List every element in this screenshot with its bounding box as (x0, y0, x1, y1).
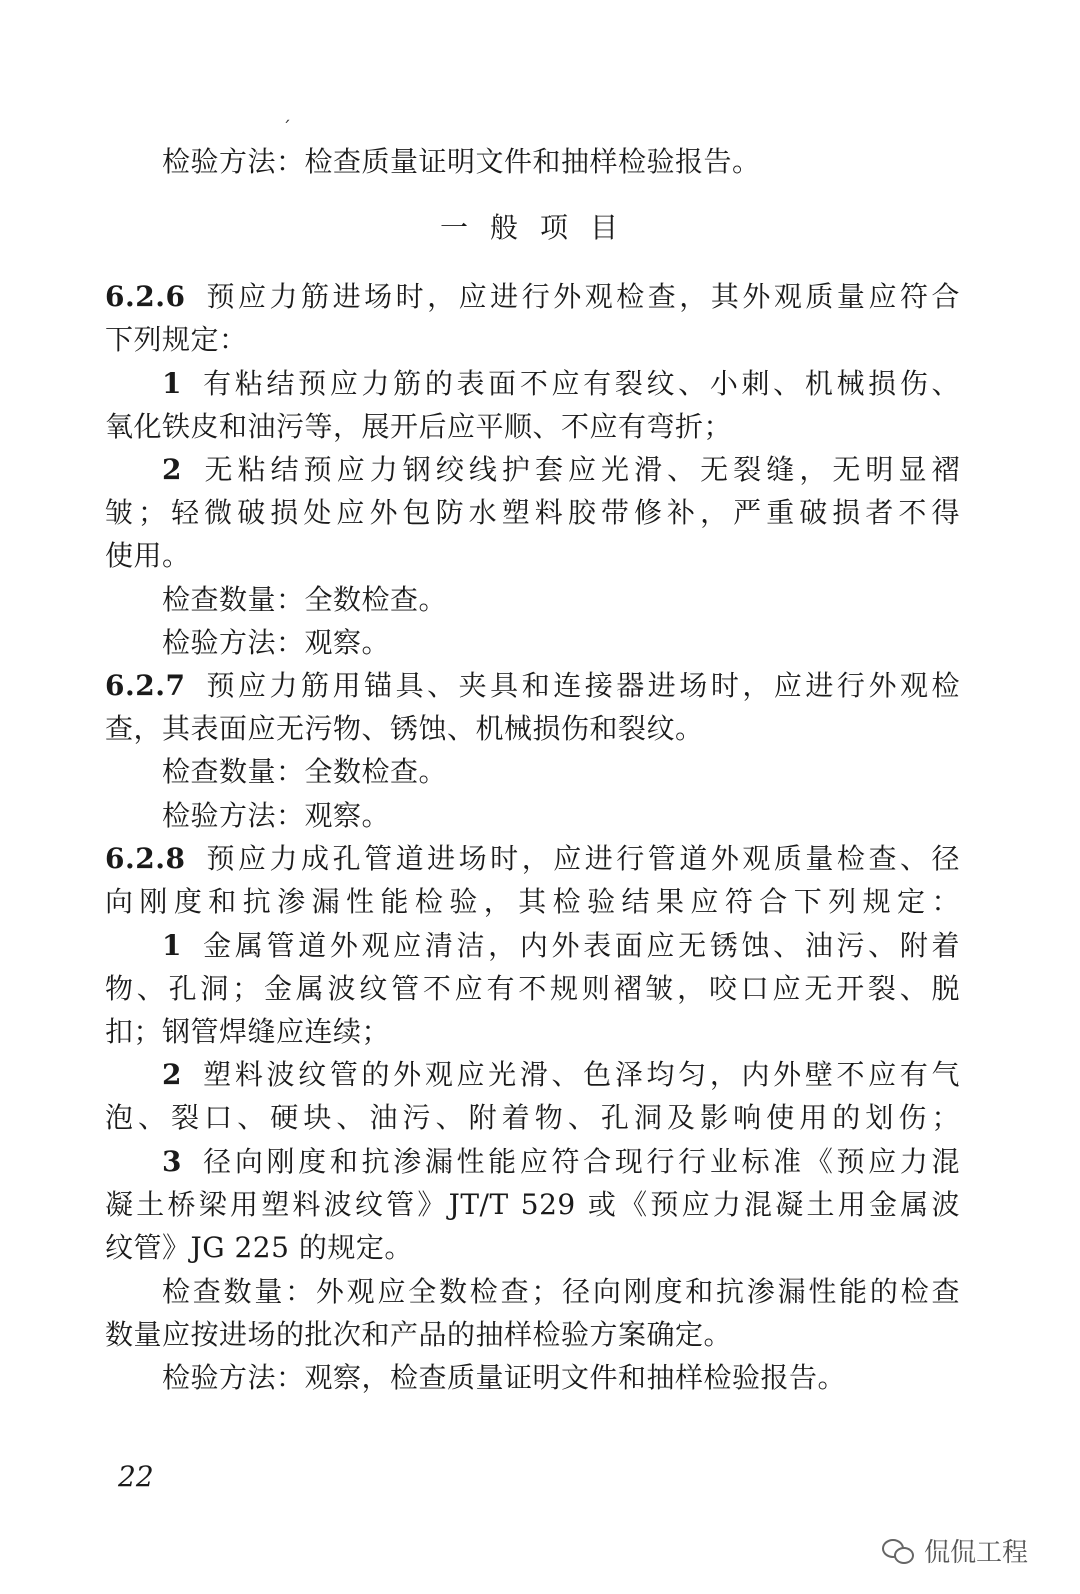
clause-text: 预应力成孔管道进场时，应进行管道外观质量检查、径 (203, 842, 960, 875)
clause-number: 6.2.7 (105, 669, 186, 702)
watermark (882, 1532, 1028, 1569)
check-method-line: 检验方法：观察。 (162, 799, 391, 832)
item-number: 1 (162, 929, 182, 962)
check-method-line: 检验方法：检查质量证明文件和抽样检验报告。 (162, 145, 761, 178)
item-text-line: 使用。 (105, 539, 191, 572)
clause-6-2-6 (105, 279, 960, 315)
item-text: 无粘结预应力钢绞线护套应光滑、无裂缝，无明显褶 (199, 453, 960, 486)
check-method-line: 检验方法：观察，检查质量证明文件和抽样检验报告。 (162, 1361, 847, 1394)
clause-number: 6.2.8 (105, 842, 186, 875)
item-text-line: 泡、裂口、硬块、油污、附着物、孔洞及影响使用的划伤； (105, 1101, 960, 1134)
item-text-line: 凝土桥梁用塑料波纹管》JT/T 529 或《预应力混凝土用金属波 (105, 1188, 960, 1221)
list-item (162, 928, 960, 964)
list-item (162, 366, 960, 402)
item-text-line: 扣；钢管焊缝应连续； (105, 1015, 391, 1048)
check-quantity-line: 检查数量：全数检查。 (162, 583, 448, 616)
item-number: 2 (162, 453, 182, 486)
wechat-icon (882, 1537, 916, 1565)
check-quantity-line: 检查数量：全数检查。 (162, 755, 448, 788)
check-quantity-line: 检查数量：外观应全数检查；径向刚度和抗渗漏性能的检查 (162, 1275, 960, 1308)
clause-6-2-7 (105, 668, 960, 704)
check-quantity-line: 数量应按进场的批次和产品的抽样检验方案确定。 (105, 1318, 733, 1351)
watermark-text: 侃侃工程 (923, 1538, 1028, 1568)
item-text-line: 纹管》JG 225 的规定。 (105, 1231, 413, 1264)
clause-number: 6.2.6 (105, 280, 186, 313)
clause-text-line: 向刚度和抗渗漏性能检验，其检验结果应符合下列规定： (105, 885, 960, 918)
item-text: 塑料波纹管的外观应光滑、色泽均匀，内外壁不应有气 (199, 1058, 960, 1091)
list-item (162, 1144, 960, 1180)
check-method-line: 检验方法：观察。 (162, 626, 391, 659)
section-heading: 一般项目 (439, 211, 640, 244)
item-text: 有粘结预应力筋的表面不应有裂纹、小刺、机械损伤、 (199, 367, 960, 400)
item-text: 金属管道外观应清洁，内外表面应无锈蚀、油污、附着 (199, 929, 960, 962)
clause-text-line: 下列规定： (105, 323, 248, 356)
item-text-line: 皱；轻微破损处应外包防水塑料胶带修补，严重破损者不得 (105, 496, 960, 529)
clause-6-2-8 (105, 841, 960, 877)
page-number: 22 (118, 1460, 154, 1493)
clause-text: 预应力筋用锚具、夹具和连接器进场时，应进行外观检 (203, 669, 960, 702)
stray-mark: ˊ (282, 118, 291, 139)
list-item (162, 452, 960, 488)
clause-text: 预应力筋进场时，应进行外观检查，其外观质量应符合 (203, 280, 960, 313)
item-text: 径向刚度和抗渗漏性能应符合现行行业标准《预应力混 (199, 1145, 960, 1178)
item-number: 3 (162, 1145, 182, 1178)
item-text-line: 物、孔洞；金属波纹管不应有不规则褶皱，咬口应无开裂、脱 (105, 972, 960, 1005)
list-item (162, 1057, 960, 1093)
item-text-line: 氧化铁皮和油污等，展开后应平顺、不应有弯折； (105, 410, 733, 443)
clause-text-line: 查，其表面应无污物、锈蚀、机械损伤和裂纹。 (105, 712, 704, 745)
item-number: 2 (162, 1058, 182, 1091)
item-number: 1 (162, 367, 182, 400)
